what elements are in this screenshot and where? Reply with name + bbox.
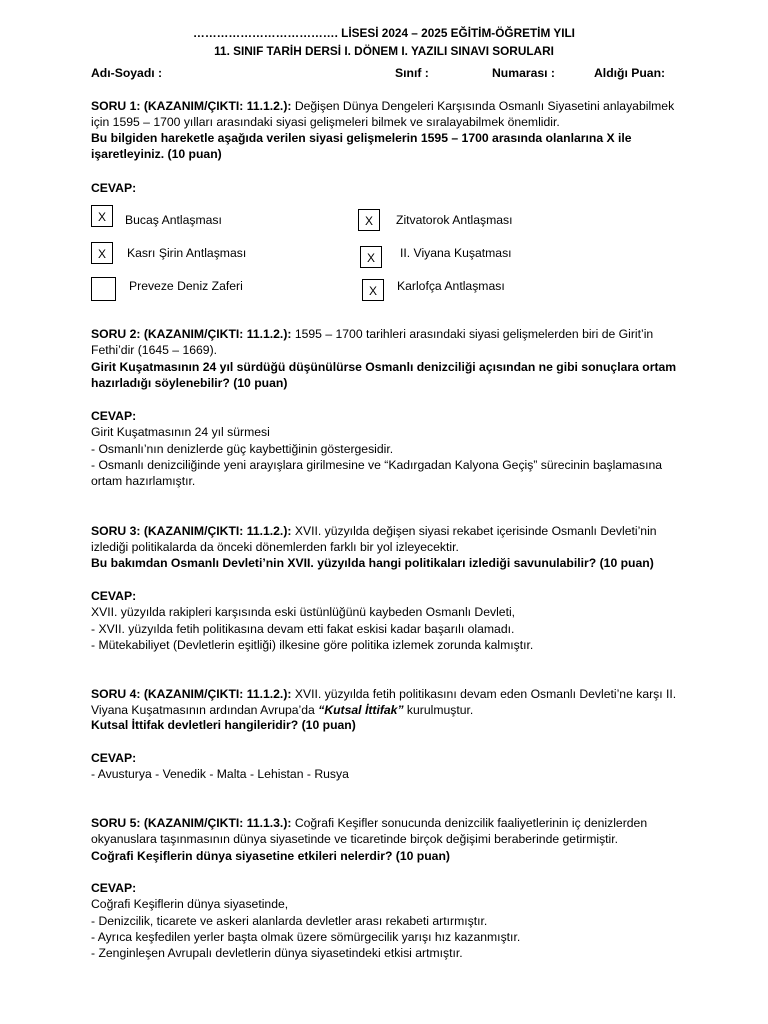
score-label: Aldığı Puan:	[594, 66, 666, 80]
q4-intro-line1	[91, 687, 676, 702]
q1-code: SORU 1: (KAZANIM/ÇIKTI: 11.1.2.):	[91, 99, 292, 113]
q3-intro-line1	[91, 524, 657, 539]
q1-option-viyana: II. Viyana Kuşatması	[400, 246, 512, 260]
q5-intro-line1	[91, 816, 647, 831]
header-exam-title: 11. SINIF TARİH DERSİ I. DÖNEM I. YAZILI SINAVI SORULARI	[214, 44, 554, 58]
q3-intro-text: XVII. yüzyılda değişen siyasi rekabet içerisinde Osmanlı Devleti’nin	[291, 524, 657, 538]
q3-code: SORU 3: (KAZANIM/ÇIKTI: 11.1.2.):	[91, 524, 292, 538]
q3-answer-line2: - XVII. yüzyılda fetih politikasına devam etti fakat eskisi kadar başarılı olamadı.	[91, 622, 515, 636]
q4-intro-text-2a: Viyana Kuşatmasının ardından Avrupa’da	[91, 703, 319, 717]
q4-answer-line1: - Avusturya - Venedik - Malta - Lehistan - Rusya	[91, 767, 349, 781]
q1-option-preveze: Preveze Deniz Zaferi	[129, 279, 243, 293]
q2-code: SORU 2: (KAZANIM/ÇIKTI: 11.1.2.):	[91, 327, 292, 341]
q5-answer-line2: - Denizcilik, ticarete ve askeri alanlarda devletler arası rekabeti artırmıştır.	[91, 914, 488, 928]
q3-intro-line2: izlediği politikalarda da önceki dönemlerden farklı bir yol izleyecektir.	[91, 540, 459, 554]
q4-intro-kutsal-ittifak: “Kutsal İttifak”	[318, 703, 404, 717]
q5-intro-text: Coğrafi Keşifler sonucunda denizcilik faaliyetlerinin iç denizlerden	[291, 816, 648, 830]
q5-intro-line2: okyanuslara taşınmasının dünya siyasetinde ve ticaretinde birçok değişimi beraberinde getirmiştir.	[91, 832, 619, 846]
q1-checkbox-bucas[interactable]: X	[91, 205, 113, 227]
q3-answer-line1: XVII. yüzyılda rakipleri karşısında eski üstünlüğünü kaybeden Osmanlı Devleti,	[91, 605, 516, 619]
q1-checkbox-zitvatorok[interactable]: X	[358, 209, 380, 231]
q2-answer-line3: - Osmanlı denizciliğinde yeni arayışlara girilmesine ve “Kadırgadan Kalyona Geçiş” sürecinin başlamasına	[91, 458, 663, 472]
q2-question-line2: hazırladığı söylenebilir? (10 puan)	[91, 376, 288, 390]
q4-code: SORU 4: (KAZANIM/ÇIKTI: 11.1.2.):	[91, 687, 292, 701]
header-school-year: ………………………………. LİSESİ 2024 – 2025 EĞİTİM-ÖĞRETİM YILI	[193, 26, 575, 40]
q5-answer-line1: Coğrafi Keşiflerin dünya siyasetinde,	[91, 897, 289, 911]
q2-intro-line1	[91, 327, 653, 342]
q5-code: SORU 5: (KAZANIM/ÇIKTI: 11.1.3.):	[91, 816, 292, 830]
q4-answer-label: CEVAP:	[91, 751, 137, 765]
q1-checkbox-kasri-sirin[interactable]: X	[91, 242, 113, 264]
q1-option-zitvatorok: Zitvatorok Antlaşması	[396, 213, 513, 227]
q1-checkbox-viyana[interactable]: X	[360, 246, 382, 268]
q2-answer-line4: ortam hazırlamıştır.	[91, 474, 196, 488]
q2-question-line1: Girit Kuşatmasının 24 yıl sürdüğü düşünülürse Osmanlı denizciliği açısından ne gibi sonuçlara ortam	[91, 360, 677, 374]
q5-answer-label: CEVAP:	[91, 881, 137, 895]
q1-answer-label: CEVAP:	[91, 181, 137, 195]
q1-option-kasri-sirin: Kasrı Şirin Antlaşması	[127, 246, 247, 260]
q3-answer-label: CEVAP:	[91, 589, 137, 603]
q3-answer-line3: - Mütekabiliyet (Devletlerin eşitliği) ilkesine göre politika izlemek zorunda kalmıştır.	[91, 638, 534, 652]
q5-question-line1: Coğrafi Keşiflerin dünya siyasetine etkileri nelerdir? (10 puan)	[91, 849, 450, 863]
number-label: Numarası :	[492, 66, 555, 80]
class-label: Sınıf :	[395, 66, 429, 80]
q5-answer-line3: - Ayrıca keşfedilen yerler başta olmak üzere sömürgecilik yarışı hız kazanmıştır.	[91, 930, 521, 944]
q1-question-line1: Bu bilgiden hareketle aşağıda verilen siyasi gelişmelerin 1595 – 1700 arasında olanlarına X ile	[91, 131, 632, 145]
q4-intro-text: XVII. yüzyılda fetih politikasını devam eden Osmanlı Devleti’ne karşı II.	[291, 687, 677, 701]
q1-checkbox-karlofca[interactable]: X	[362, 279, 384, 301]
q1-intro-line1	[91, 99, 674, 114]
q2-answer-line1: Girit Kuşatmasının 24 yıl sürmesi	[91, 425, 270, 439]
q4-intro-line2	[91, 703, 473, 718]
q1-question-line2: işaretleyiniz. (10 puan)	[91, 147, 222, 161]
q1-option-bucas: Bucaş Antlaşması	[125, 213, 222, 227]
q3-question-line1: Bu bakımdan Osmanlı Devleti’nin XVII. yüzyılda hangi politikaları izlediği savunulabilir? (10 puan)	[91, 556, 654, 570]
q1-intro-line2: için 1595 – 1700 yılları arasındaki siyasi gelişmeleri bilmek ve sıralayabilmek önemlidir.	[91, 115, 560, 129]
q1-intro-text: Değişen Dünya Dengeleri Karşısında Osmanlı Siyasetini anlayabilmek	[291, 99, 675, 113]
q4-question-line1: Kutsal İttifak devletleri hangileridir? (10 puan)	[91, 718, 356, 732]
q2-answer-label: CEVAP:	[91, 409, 137, 423]
q1-checkbox-preveze[interactable]	[91, 277, 116, 301]
q1-option-karlofca: Karlofça Antlaşması	[397, 279, 505, 293]
q2-answer-line2: - Osmanlı’nın denizlerde güç kaybettiğinin göstergesidir.	[91, 442, 394, 456]
q2-intro-line2: Fethi’dir (1645 – 1669).	[91, 343, 218, 357]
q5-answer-line4: - Zenginleşen Avrupalı devletlerin dünya siyasetindeki etkisi artmıştır.	[91, 946, 463, 960]
q4-intro-text-2c: kurulmuştur.	[403, 703, 474, 717]
q2-intro-text: 1595 – 1700 tarihleri arasındaki siyasi gelişmelerden biri de Girit’in	[291, 327, 654, 341]
name-label: Adı-Soyadı :	[91, 66, 163, 80]
